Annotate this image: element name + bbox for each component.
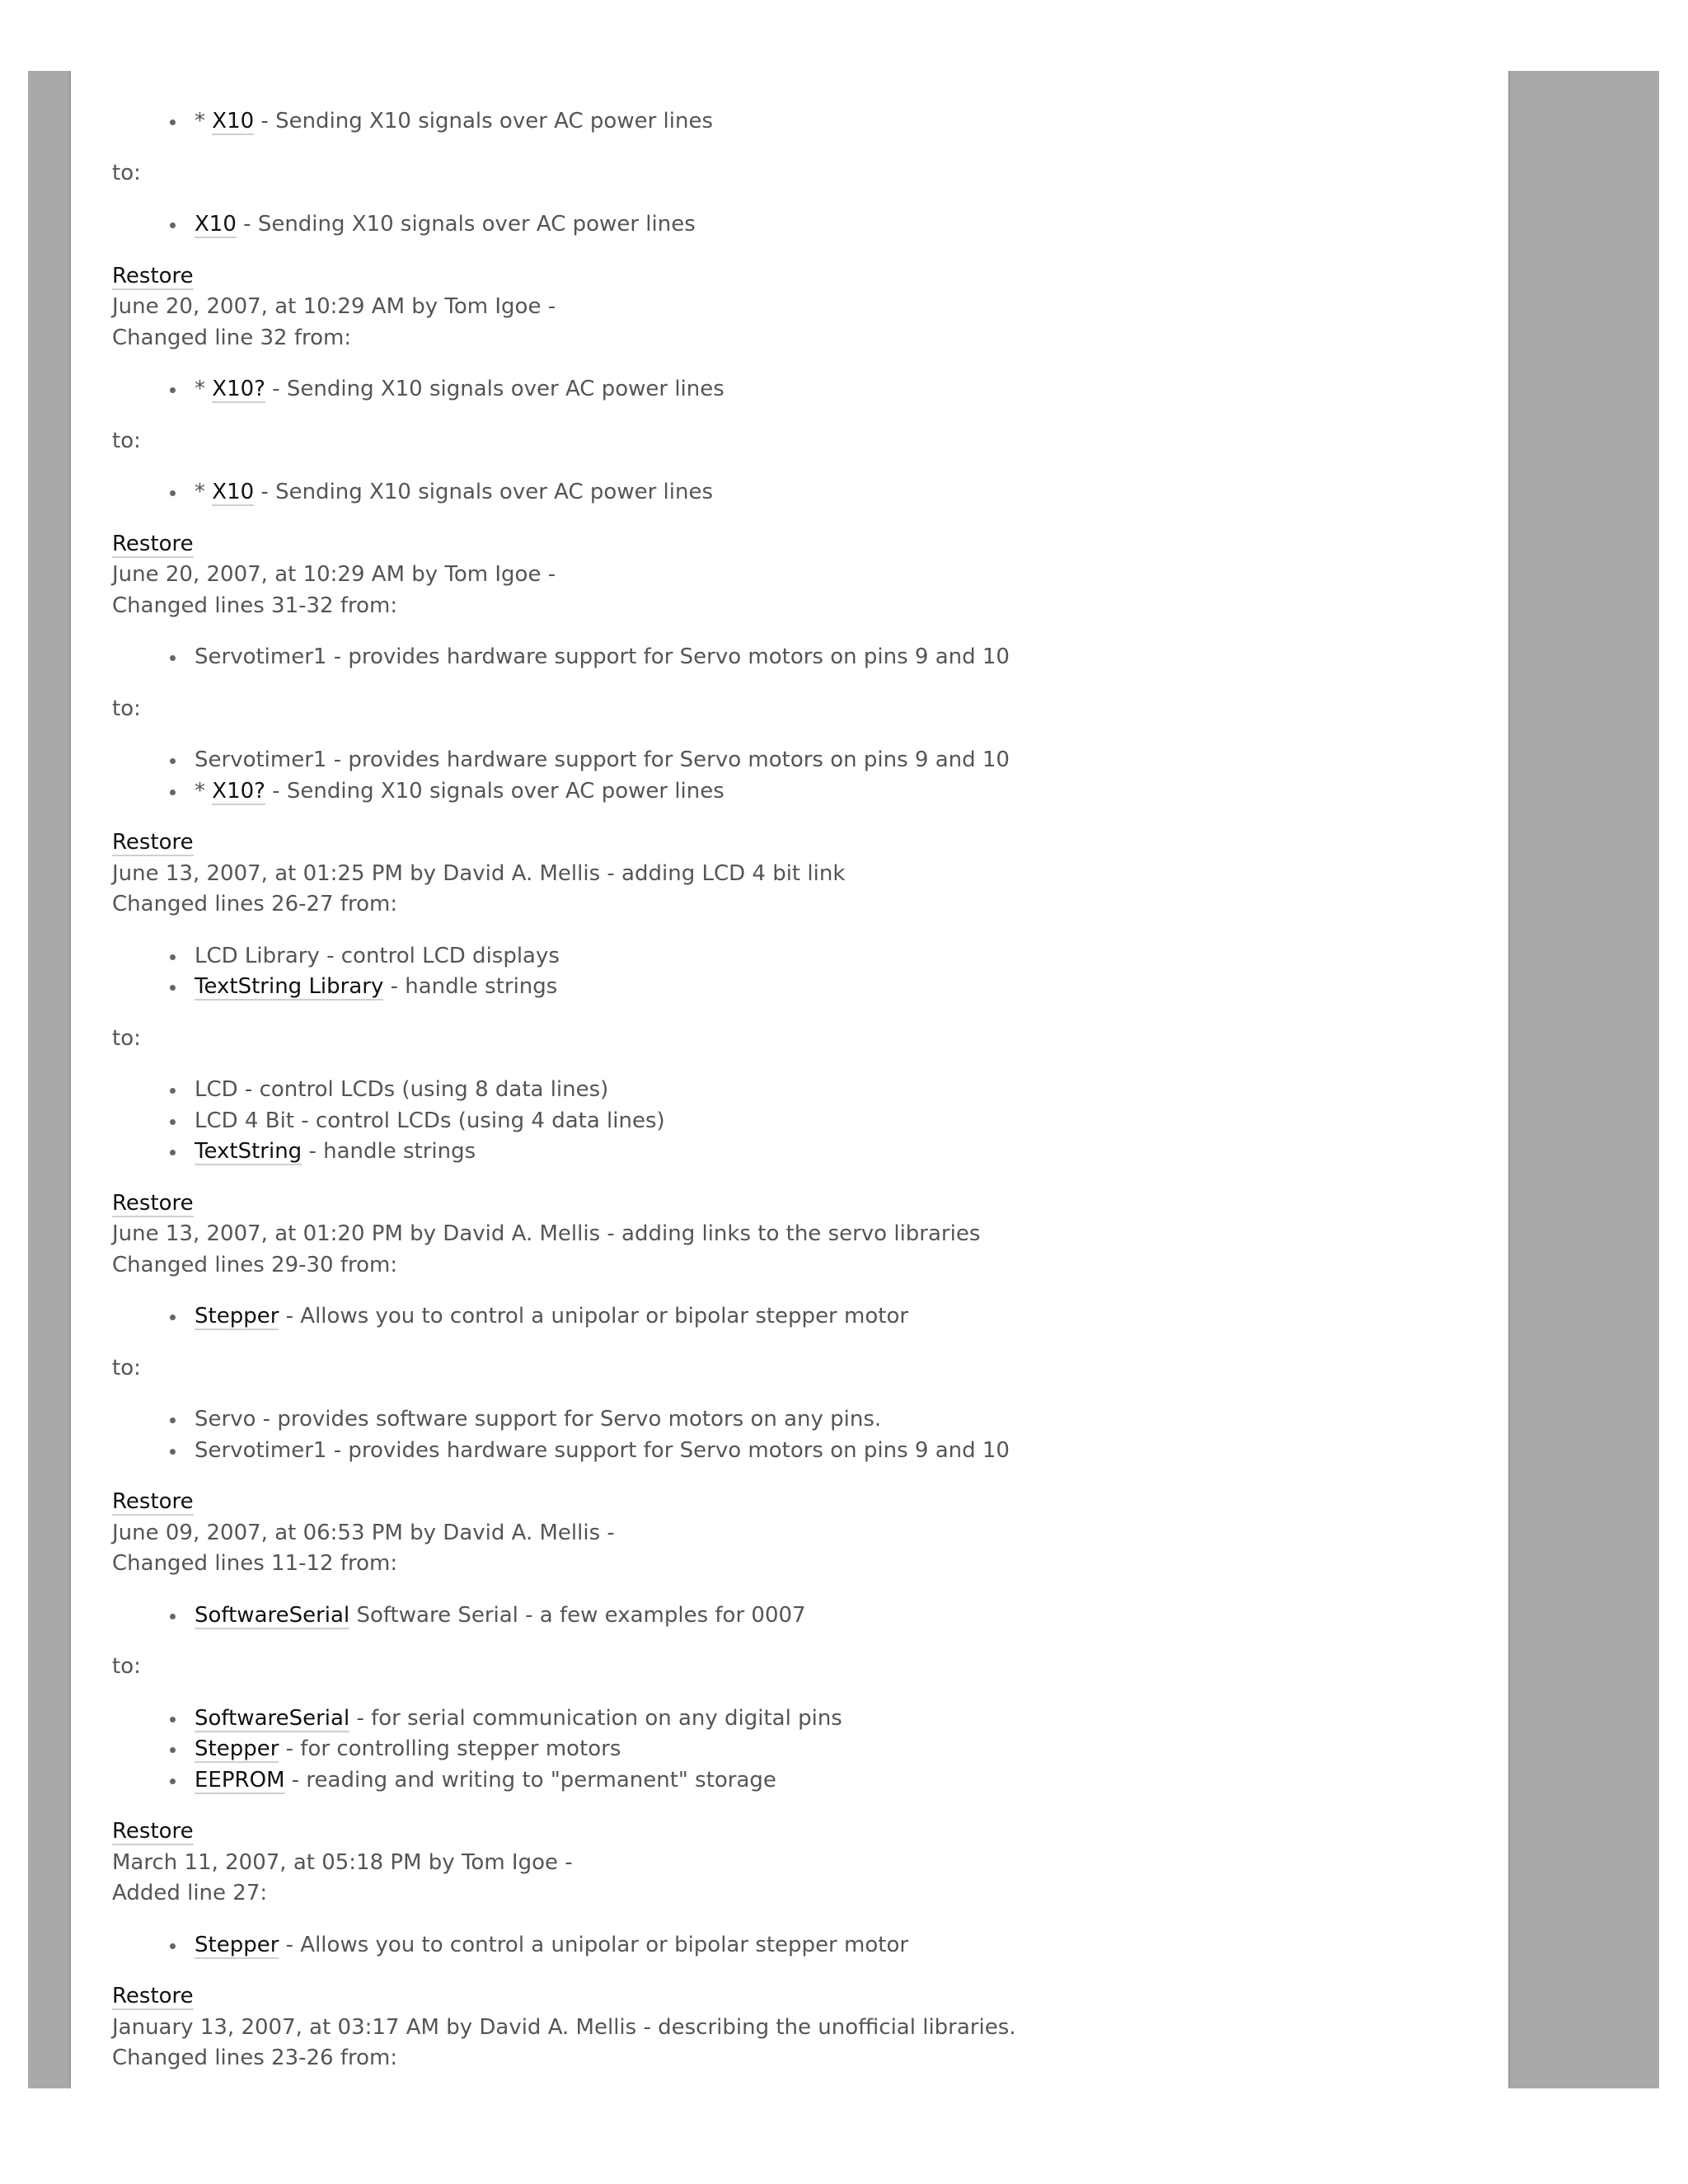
before-list: [112, 642, 1464, 673]
library-link[interactable]: SoftwareSerial: [195, 1602, 350, 1628]
item-text: Servotimer1 - provides hardware support for Servo motors on pins 9 and 10: [195, 644, 1010, 669]
list-item: [195, 642, 1464, 673]
after-list: [112, 477, 1464, 509]
list-item: [195, 972, 1464, 1003]
restore-link[interactable]: Restore: [112, 263, 194, 288]
restore-link[interactable]: Restore: [112, 1984, 194, 2008]
to-label: to:: [112, 696, 141, 721]
library-link[interactable]: X10: [212, 480, 255, 504]
item-description: - handle strings: [302, 1139, 476, 1164]
before-list: [112, 374, 1464, 405]
change-summary: Changed lines 31-32 from:: [112, 593, 398, 618]
before-list: [112, 1930, 1464, 1961]
restore-link[interactable]: Restore: [112, 1819, 194, 1844]
item-text: Servotimer1 - provides hardware support for Servo motors on pins 9 and 10: [195, 1437, 1010, 1463]
list-item: [195, 1404, 1464, 1436]
item-description: - Sending X10 signals over AC power lines: [254, 480, 714, 504]
restore-link[interactable]: Restore: [112, 1489, 194, 1514]
item-description: - for serial communication on any digital pins: [349, 1705, 842, 1731]
library-link[interactable]: X10: [212, 109, 255, 134]
before-list: [112, 1301, 1464, 1333]
to-label: to:: [112, 1355, 141, 1380]
to-label: to:: [112, 1654, 141, 1679]
revision-entry: [112, 106, 1464, 241]
after-list: [112, 1704, 1464, 1797]
revision-entry: [112, 1188, 1464, 1467]
after-list: [112, 1404, 1464, 1466]
revision-entry: [112, 1981, 1464, 2074]
list-item: [195, 941, 1464, 972]
left-gutter: [28, 71, 71, 2088]
after-list: [112, 745, 1464, 807]
item-description: - Allows you to control a unipolar or bipolar stepper motor: [279, 1304, 909, 1329]
revision-meta: June 13, 2007, at 01:25 PM by David A. Mellis - adding LCD 4 bit link: [112, 860, 846, 886]
revision-meta: June 13, 2007, at 01:20 PM by David A. Mellis - adding links to the servo libraries: [112, 1221, 981, 1246]
list-item: [195, 1436, 1464, 1467]
item-description: - Sending X10 signals over AC power lines: [236, 212, 696, 237]
list-item: [195, 1137, 1464, 1168]
item-prefix: *: [195, 377, 213, 401]
list-item: [195, 1601, 1464, 1632]
list-item: [195, 1734, 1464, 1765]
to-label: to:: [112, 160, 141, 185]
library-link[interactable]: Stepper: [195, 1304, 279, 1329]
before-list: [112, 941, 1464, 1003]
library-link[interactable]: EEPROM: [195, 1767, 285, 1793]
restore-link[interactable]: Restore: [112, 830, 194, 855]
restore-row: [112, 1188, 1464, 1220]
to-label: to:: [112, 1025, 141, 1051]
revision-meta: June 09, 2007, at 06:53 PM by David A. Mellis -: [112, 1520, 615, 1545]
list-item: [195, 1704, 1464, 1735]
restore-row: [112, 827, 1464, 859]
change-summary: Changed line 32 from:: [112, 325, 352, 350]
list-item: [195, 1301, 1464, 1333]
library-link[interactable]: TextString Library: [195, 974, 384, 999]
list-item: [195, 209, 1464, 241]
item-description: - Sending X10 signals over AC power lines: [265, 377, 724, 401]
list-item: [195, 745, 1464, 776]
item-prefix: *: [195, 109, 213, 134]
revision-entry: [112, 529, 1464, 808]
before-list: [112, 1601, 1464, 1632]
right-gutter: [1508, 71, 1659, 2088]
item-text: LCD Library - control LCD displays: [195, 943, 560, 968]
change-summary: Changed lines 11-12 from:: [112, 1551, 398, 1576]
after-list: [112, 209, 1464, 241]
change-summary: Changed lines 23-26 from:: [112, 2046, 398, 2070]
item-description: - handle strings: [383, 974, 558, 999]
change-summary: Changed lines 29-30 from:: [112, 1252, 398, 1277]
revision-meta: January 13, 2007, at 03:17 AM by David A. Mellis - describing the unofficial libraries.: [112, 2014, 1016, 2040]
revision-meta: March 11, 2007, at 05:18 PM by Tom Igoe -: [112, 1849, 573, 1875]
library-link[interactable]: SoftwareSerial: [195, 1705, 350, 1731]
revision-entry: [112, 261, 1464, 509]
restore-row: [112, 1487, 1464, 1518]
leading-list: [112, 106, 1464, 138]
revision-entry: [112, 1816, 1464, 1961]
item-text: Servotimer1 - provides hardware support for Servo motors on pins 9 and 10: [195, 748, 1010, 772]
library-link[interactable]: X10?: [212, 778, 265, 804]
restore-row: [112, 1981, 1464, 2013]
restore-row: [112, 261, 1464, 293]
revision-entry: [112, 1487, 1464, 1796]
item-text: LCD - control LCDs (using 8 data lines): [195, 1077, 609, 1102]
restore-link[interactable]: Restore: [112, 1190, 194, 1216]
list-item: [195, 776, 1464, 808]
list-item: [195, 1075, 1464, 1106]
library-link[interactable]: X10: [195, 212, 237, 237]
list-item: [195, 1765, 1464, 1797]
library-link[interactable]: X10?: [212, 377, 265, 401]
item-prefix: *: [195, 480, 213, 504]
list-item: [195, 106, 1464, 138]
after-list: [112, 1075, 1464, 1168]
library-link[interactable]: Stepper: [195, 1736, 279, 1761]
item-description: - Sending X10 signals over AC power lines: [265, 778, 724, 804]
item-prefix: *: [195, 778, 213, 804]
item-text: LCD 4 Bit - control LCDs (using 4 data lines): [195, 1108, 665, 1133]
restore-row: [112, 529, 1464, 560]
revision-meta: June 20, 2007, at 10:29 AM by Tom Igoe -: [112, 294, 556, 319]
list-item: [195, 374, 1464, 405]
change-summary: Changed lines 26-27 from:: [112, 892, 398, 916]
library-link[interactable]: Stepper: [195, 1932, 279, 1957]
list-item: [195, 477, 1464, 509]
revision-meta: June 20, 2007, at 10:29 AM by Tom Igoe -: [112, 562, 556, 587]
list-item: [195, 1106, 1464, 1137]
change-summary: Added line 27:: [112, 1881, 268, 1905]
item-description: Software Serial - a few examples for 0007: [349, 1602, 806, 1628]
list-item: [195, 1930, 1464, 1961]
item-description: - for controlling stepper motors: [279, 1736, 621, 1761]
revision-history: [112, 86, 1464, 2074]
item-description: - Sending X10 signals over AC power lines: [254, 109, 714, 134]
item-description: - Allows you to control a unipolar or bipolar stepper motor: [279, 1932, 909, 1957]
revision-entry: [112, 827, 1464, 1168]
item-text: Servo - provides software support for Servo motors on any pins.: [195, 1407, 882, 1432]
item-description: - reading and writing to "permanent" storage: [284, 1767, 776, 1793]
restore-row: [112, 1816, 1464, 1848]
restore-link[interactable]: Restore: [112, 531, 194, 556]
library-link[interactable]: TextString: [195, 1139, 302, 1164]
to-label: to:: [112, 428, 141, 453]
